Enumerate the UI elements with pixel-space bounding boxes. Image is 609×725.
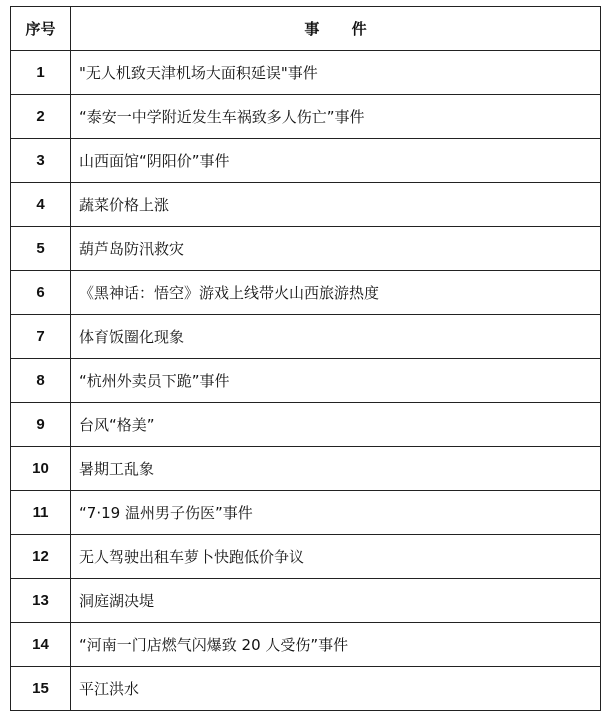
- table-row: [11, 315, 601, 359]
- row-index: 11: [11, 491, 71, 535]
- table-row: [11, 139, 601, 183]
- row-index: 12: [11, 535, 71, 579]
- row-index: 7: [11, 315, 71, 359]
- row-event: “7·19 温州男子伤医”事件: [71, 491, 601, 535]
- row-index: 10: [11, 447, 71, 491]
- row-event: 体育饭圈化现象: [71, 315, 601, 359]
- table-row: [11, 447, 601, 491]
- table-row: [11, 623, 601, 667]
- row-index: 3: [11, 139, 71, 183]
- table-body: [11, 51, 601, 711]
- table-row: [11, 271, 601, 315]
- row-index: 4: [11, 183, 71, 227]
- table-row: [11, 227, 601, 271]
- table-row: [11, 579, 601, 623]
- row-index: 8: [11, 359, 71, 403]
- table-row: [11, 403, 601, 447]
- row-event: 《黑神话：悟空》游戏上线带火山西旅游热度: [71, 271, 601, 315]
- row-event: “河南一门店燃气闪爆致 20 人受伤”事件: [71, 623, 601, 667]
- row-index: 13: [11, 579, 71, 623]
- row-event: 葫芦岛防汛救灾: [71, 227, 601, 271]
- row-event: 洞庭湖决堤: [71, 579, 601, 623]
- row-event: "无人机致天津机场大面积延误"事件: [71, 51, 601, 95]
- header-index: 序号: [11, 7, 71, 51]
- row-index: 1: [11, 51, 71, 95]
- row-index: 15: [11, 667, 71, 711]
- row-event: 台风“格美”: [71, 403, 601, 447]
- row-event: 平江洪水: [71, 667, 601, 711]
- row-index: 5: [11, 227, 71, 271]
- events-table: [10, 6, 601, 711]
- row-event: 暑期工乱象: [71, 447, 601, 491]
- row-event: “泰安一中学附近发生车祸致多人伤亡”事件: [71, 95, 601, 139]
- table-row: [11, 51, 601, 95]
- table-row: [11, 535, 601, 579]
- row-event: 蔬菜价格上涨: [71, 183, 601, 227]
- table-row: [11, 491, 601, 535]
- row-event: “杭州外卖员下跪”事件: [71, 359, 601, 403]
- table-header-row: [11, 7, 601, 51]
- row-index: 9: [11, 403, 71, 447]
- table-row: [11, 359, 601, 403]
- row-event: 无人驾驶出租车萝卜快跑低价争议: [71, 535, 601, 579]
- row-index: 14: [11, 623, 71, 667]
- table-row: [11, 667, 601, 711]
- row-index: 2: [11, 95, 71, 139]
- table-row: [11, 95, 601, 139]
- row-event: 山西面馆“阴阳价”事件: [71, 139, 601, 183]
- header-event: [71, 7, 601, 51]
- row-index: 6: [11, 271, 71, 315]
- header-event-label: 事 件: [304, 19, 381, 38]
- table-row: [11, 183, 601, 227]
